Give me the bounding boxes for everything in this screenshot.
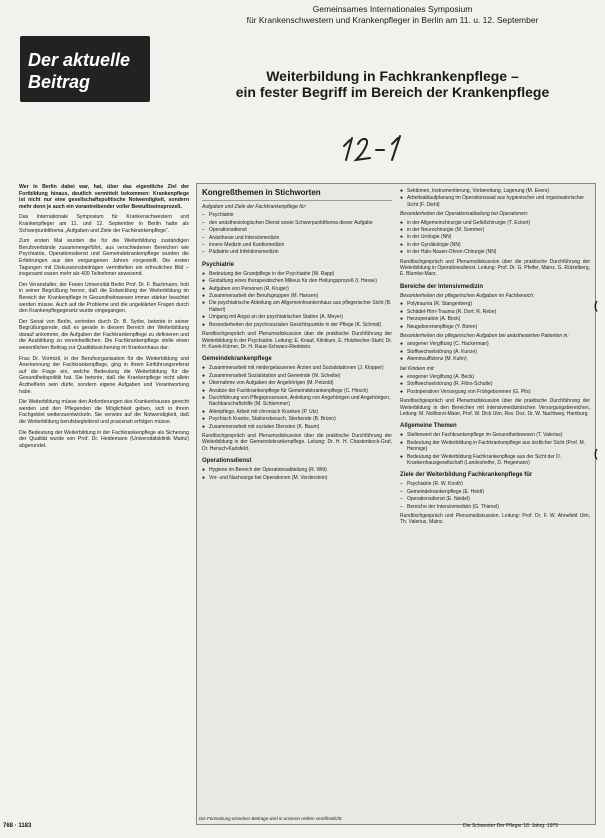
list-item: ● Stoffwechselstörung (R. Flörs-Schulte) (400, 381, 590, 387)
list-item: ● in der Hals-Nasen-Ohren-Chirurgie (NN) (400, 249, 590, 255)
list-item: ● Postoperativer Versorgung von Frühgeborenen (G. Pils) (400, 389, 590, 395)
topics-box (196, 183, 596, 825)
list-item: ● Arbeitsablaufplanung im Operationssaal aus hygienischer und organisatorischer Sicht (F. Diehl) (400, 195, 590, 208)
list-item: ● in der Urologie (NN) (400, 234, 590, 240)
list-item: – Psychiatrie (202, 212, 392, 218)
list-item: ● Aufgaben von Personen (R. Kruger) (202, 286, 392, 292)
roundtable-paragraph: Rundtischgespräch und Plenumsdiskussion über die praktische Durchführung der Weiterbildung in der Gemeindekrankenpflege. Leitung: Dr. H. H. Chastenbock-Graf, Dr. Hensch-Karlsfeld. (202, 432, 392, 452)
intro-list (202, 212, 392, 255)
body-paragraph: Die Bedeutung der Weiterbildung in der Fachkrankenpflege als Sicherung der Qualität wurde von Prof. Dr. Heidemann (Universitätsklinik Mainz) abgerundet. (19, 429, 189, 449)
list-item: – Psychiatrie (R. W. Knoth) (400, 481, 590, 487)
list-item: ● Stoffwechselstörung (A. Kunze) (400, 349, 590, 355)
journal-footer: Die Schwester Der Pfleger 18. Jahrg. 1979 (463, 823, 559, 829)
list-item: – Gemeindekrankenpflege (E. Heidt) (400, 489, 590, 495)
badge-line-1: Der aktuelle (28, 50, 131, 70)
section-title-psychiatrie: Psychiatrie (202, 261, 235, 268)
list-item: – Bereiche der Intensivmedizin (G. Thienel) (400, 504, 590, 510)
list-item: ● Umgang mit Angst an der psychiatrischen Station (A. Meyer) (202, 314, 392, 320)
topics-column-left (202, 188, 392, 484)
body-paragraph: Die Weiterbildung müsse den Anforderungen des Krankenhauses gerecht werden und den Pflegenden die Möglichkeit geben, sich in ihrem Fachgebiet weiterzuentwickeln. Sie verwies auf die Notwendigkeit, daß die Weiterbildung berufsbegleitend und praxisnah erfolgen müsse. (19, 399, 189, 425)
body-paragraph: Der Senat von Berlin, vertreten durch Dr. B. Syrbe, betonte in seiner Begrüßungsrede, daß es gerade in diesem Bereich der Weiterbildung darauf ankomme, die Aufgaben der Fachkrankenpflege zu definieren und die Ausbildung zu vereinheitlichen. Die Fachkrankenpflege stelle einen wesentlichen Beitrag zur Qualitätssicherung im Krankenhaus dar. (19, 318, 189, 352)
list-item: ● Sektionen, Instrumentierung, Vorbereitung, Lagerung (M. Evers) (400, 188, 590, 194)
list-item: ● Bedeutung der Grundpflege in der Psychiatrie (W. Rapp) (202, 271, 392, 277)
list-item: ● in der Allgemeinchirurgie und Gefäßchirurgie (T. Eckert) (400, 220, 590, 226)
list-item: ● Ateminsuffizienz (M. Kuhn) (400, 356, 590, 362)
intro-subtitle: Aufgaben und Ziele der Fachkrankenpflege für: (202, 204, 307, 210)
body-paragraph: Frau Dr. Vormizil, in der Berufsorganisation für die Weiterbildung und Anerkennung der Fachkrankenpflege, ging in ihrem Einführungsreferat auf die Frage ein, welche Bedeutung die Weiterbildung für die Gesundheitspolitik hat. Sie betonte, daß die Krankenpflege nicht allein Arzthelferin sein dürfe, sondern eigene Aufgaben und Verantwortung habe. (19, 355, 189, 395)
general-list (400, 432, 590, 466)
body-paragraph: Der Veranstalter, der Freien Universität Berlin Prof. Dr. F. Bachmann, hob in seiner Begrüßung hervor, daß die Entwicklung der Weiterbildung im Bereich der Krankenpflege in Gesundheitswesen immer stärker beachtet werden müsse. Auch auf die Probleme und die ungeklärten Fragen durch den Krankenpflegegesetz wurde eingegangen. (19, 281, 189, 315)
list-item: – Anästhesie und Intensivmedizin (202, 235, 392, 241)
list-item: ● Stellenwert der Fachkrankenpflege im Gesundheitswesen (T. Valerius) (400, 432, 590, 438)
list-item: ● Übernahme von Aufgaben der Angehörigen (M. Petzold) (202, 380, 392, 386)
roundtable-paragraph: Rundtischgespräch und Plenumsdiskussion über die praktische Durchführung der Weiterbildung in den Bereichen mit intensivmedizinischen Versorgungsbereichen, Leitung: M. Nollhorst-Maier, Prof. W. Dick Ulm, Rev. Doz. Dr. W. Nachtwey, Hamburg. (400, 398, 590, 417)
list-item: ● Bedeutung der Weiterbildung in Fachkrankenpflege aus ärztlicher Sicht (Prof. M. Hennige) (400, 440, 590, 453)
roundtable-paragraph: Rundtischgespräch und Plenumsdiskussion. Leitung: Prof. Dr. F. W. Ahnefeld Ulm, Th. Valerius, Mainz. (400, 513, 590, 526)
list-item: ● Vor- und Nachsorge bei Operationen (M. Vorderstein) (202, 475, 392, 481)
list-item: ● Schädel-Hirn-Trauma (R. Dort; R. Rebe) (400, 309, 590, 315)
symposium-title: Gemeinsames Internationales Symposium (312, 4, 473, 14)
list-item: ● enogener Vergiftung (A. Beck) (400, 374, 590, 380)
margin-mark: ( (594, 300, 598, 312)
lead-paragraph: Wer in Berlin dabei war, hat, über das eigentliche Ziel der Fortbildung hinaus, deutlich vermittelt bekommen: Krankenpflege ist nicht nur eine gesellschaftspolitische Notwendigkeit, sondern mehr denn je auch ein vorantreibender voller Bewußtseinsprozeß. (19, 184, 189, 210)
list-item: ● in der Gynäkologie (NN) (400, 242, 590, 248)
roundtable-paragraph: Rundtischgespräch und Plenumsdiskussion über die praktische Durchführung der Weiterbildung in Operationsdienst. Leitung: Prof. Dr. G. Pfeifer, Mainz, G. Rützelberg, E. Blumke-Marz. (400, 258, 590, 278)
section-title-intensiv: Bereiche der Intensivmedizin (400, 283, 484, 290)
list-item: ● anogener Vergiftung (C. Hackerman) (400, 341, 590, 347)
page-number: 768 · 1183 (3, 823, 32, 829)
anesthesia-list (400, 341, 590, 362)
list-item: ● Psychisch Kranke, Stationsbesuch, Sterbende (B. Brünn) (202, 416, 392, 422)
list-item: ● Polytrauma (R. Stangenberg) (400, 301, 590, 307)
section-title-general: Allgemeine Themen (400, 423, 457, 430)
psychiatrie-list (202, 271, 392, 328)
title-line-2: ein fester Begriff im Bereich der Krankenpflege (235, 84, 550, 100)
operation-specialties-list (400, 220, 590, 256)
list-item: ● Herzoperation (A. Bock) (400, 316, 590, 322)
list-item: – den anästhesiologischen Dienst sowie Schwerpunktthema dieser Aufgabe (202, 220, 392, 226)
subsection-title: bei Kindern mit: (400, 365, 435, 372)
list-item: – Operationsdienst (202, 227, 392, 233)
body-paragraph: Zum ersten Mal wurden die für die Weiterbildung zuständigen Berufsverbände zusammengeführt, aus verschiedenen Bereichen wie Psychiatrie, Operationsdienst und Gemeindekrankenpflege wurden die Erfahrungen aus den vergangenen Jahren vorgestellt. Die ersten Tagungen mit Diskussionsbeiträgen vermittelten ein erfreuliches Bild – insgesamt waren mehr als 400 Teilnehmer anwesend. (19, 238, 189, 278)
list-item: ● Besonderheiten der psychosozialen Gesichtspunkte in der Pflege (K. Schmid) (202, 322, 392, 328)
list-item: ● Zusammenarbeit mit sozialen Diensten (K. Baum) (202, 424, 392, 430)
list-item: ● Altenpflege, Arbeit mit chronisch Kranken (P. Utz) (202, 409, 392, 415)
list-item: – Operationsdienst (E. Neidel) (400, 496, 590, 502)
section-title-goals: Ziele der Weiterbildung Fachkrankenpflege für (400, 472, 533, 479)
list-item: – innere Medizin und Kardiomedizin (202, 242, 392, 248)
list-item: ● Neugeborenenpflege (Y. Boren) (400, 324, 590, 330)
children-list (400, 374, 590, 395)
list-item: ● Bedeutung der Weiterbildung Fachkrankenpflege aus der Sicht der D. Krankenhausgesellschaft (Landeshelfer, D. Hegemann) (400, 454, 590, 467)
operation-list-cont (400, 188, 590, 208)
subsection-title: Besonderheiten der Operationsabteilung bei Operationen: (400, 211, 529, 218)
intro-column (19, 184, 189, 453)
intensiv-list (400, 301, 590, 330)
list-item: ● Ansätze der Fachkrankenpflege für Gemeindekrankenpflege (C. Hirsch) (202, 388, 392, 394)
title-line-1: Weiterbildung in Fachkrankenpflege – (266, 68, 519, 84)
subsection-title: Besonderheiten der pflegerischen Aufgaben im Fachbereich: (400, 292, 535, 299)
section-title-gemeinde: Gemeindekrankenpflege (202, 356, 272, 363)
list-item: ● Zusammenarbeit Sozialstation und Gemeinde (W. Scheibe) (202, 373, 392, 379)
operation-list (202, 467, 392, 481)
roundtable-paragraph: Rundtischgespräch und Plenumsdiskussion über die praktische Durchführung der Weiterbildung in der Psychiatrie. Leitung: E. Knauf, Klinikum, E. Holzbecher-Stahl; Dr. H. Kurek-Körner, Dr. H. Raue-Schwarz-Riedstein. (202, 331, 392, 350)
topics-column-right (400, 188, 590, 529)
badge-line-2: Beitrag (28, 72, 91, 92)
list-item: ● Gestaltung eines therapeutischen Milieus für den Heilungsprozeß (I. Hesse) (202, 278, 392, 284)
section-badge (20, 36, 150, 102)
symposium-subtitle: für Krankenschwestern und Krankenpfleger in Berlin am 11. u. 12. September (246, 15, 539, 25)
handwritten-annotation (340, 130, 410, 166)
list-item: ● Zusammenarbeit mit niedergelassenen Ärzten und Sozialstationen (J. Klopper) (202, 365, 392, 371)
list-item: ● in der Neurochirurgie (M. Sommer) (400, 227, 590, 233)
article-title (190, 68, 595, 100)
list-item: – Pädiatrie und Infektionsmedizin (202, 249, 392, 255)
list-item: ● Durchführung von Pflegeprozessen, Anleitung von Angehörigen und Angehörigen, Nachbarschaftshilfe (M. Schlemmer) (202, 395, 392, 408)
subsection-title: Besonderheiten der pflegerischen Aufgaben bei anästhesierten Patienten in: (400, 332, 569, 339)
footnote: Die Fortsetzung einzelner Beiträge wird in unseren Heften veröffentlicht. (199, 816, 343, 821)
margin-mark: ( (594, 448, 598, 460)
gemeinde-list (202, 365, 392, 430)
box-title: Kongreßthemen in Stichworten (202, 188, 392, 201)
symposium-header (190, 4, 595, 26)
list-item: ● Zusammenarbeit der Berufsgruppen (M. Hansen) (202, 293, 392, 299)
list-item: ● Die psychiatrische Abteilung am Allgemeinkrankenhaus aus pflegerischer Sicht (B. Haberl) (202, 300, 392, 313)
goals-list (400, 481, 590, 510)
body-paragraph: Das Internationale Symposium für Krankenschwestern und Krankenpfleger am 11. und 12. September in Berlin hatte als Schwerpunktthema „Aufgaben und Ziele der Fachkrankenpflege“. (19, 214, 189, 234)
list-item: ● Hygiene im Bereich der Operationsabteilung (R. Witt) (202, 467, 392, 473)
section-title-operation: Operationsdienst (202, 458, 252, 465)
